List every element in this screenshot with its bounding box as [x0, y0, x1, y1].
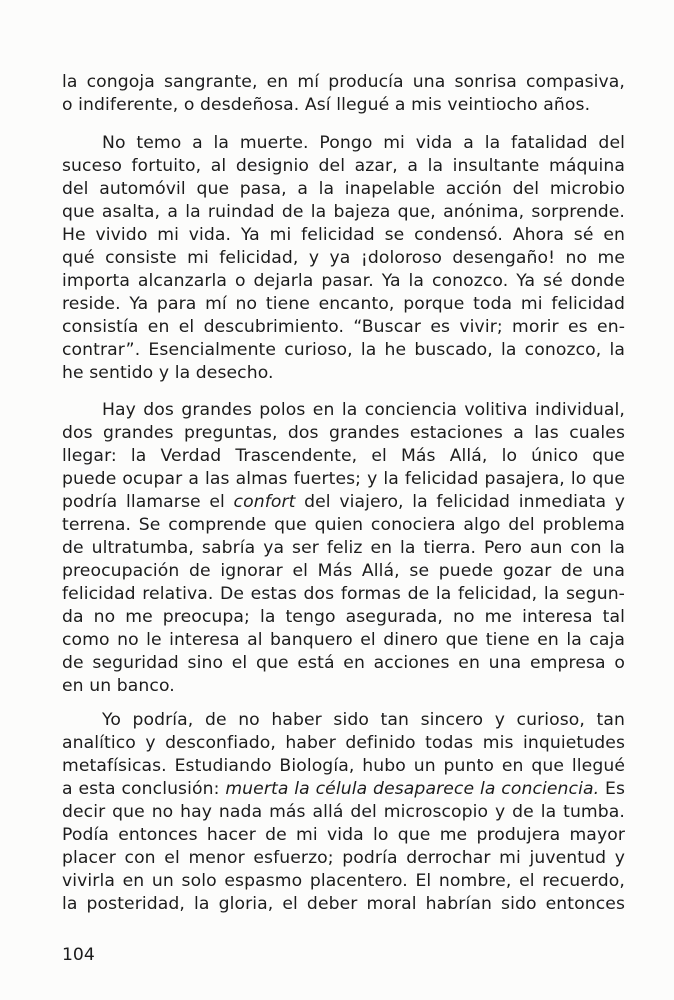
text-line — [62, 422, 625, 445]
text-segment: Es — [599, 779, 626, 799]
text-segment: felicidad relativa. De estas dos formas de la felicidad, la segun- — [62, 584, 625, 604]
text-segment: o indiferente, o desdeñosa. Así llegué a mis veintiocho años. — [62, 95, 591, 115]
text-line — [62, 316, 625, 339]
text-line — [62, 445, 625, 468]
text-line — [62, 870, 625, 893]
text-line — [62, 801, 625, 824]
text-line — [62, 247, 625, 270]
text-line — [62, 629, 625, 652]
text-segment: analítico y desconfiado, haber definido todas mis inquietudes — [62, 733, 625, 753]
text-segment: da no me preocupa; la tengo asegurada, no me interesa tal — [62, 607, 625, 627]
text-segment: decir que no hay nada más allá del microscopio y de la tumba. — [62, 802, 625, 822]
text-segment: Podía entonces hacer de mi vida lo que me produjera mayor — [62, 825, 625, 845]
text-segment: la congoja sangrante, en mí producía una sonrisa compasiva, — [62, 72, 625, 92]
text-segment: de seguridad sino el que está en acciones en una empresa o — [62, 653, 625, 673]
paragraph-3 — [62, 399, 625, 698]
text-segment: puede ocupar a las almas fuertes; y la felicidad pasajera, lo que — [62, 469, 625, 489]
text-segment: Hay dos grandes polos en la conciencia volitiva individual, — [102, 400, 625, 420]
text-segment: terrena. Se comprende que quien conociera algo del problema — [62, 515, 625, 535]
paragraph-4 — [62, 709, 625, 916]
text-segment: qué consiste mi felicidad, y ya ¡doloroso desengaño! no me — [62, 248, 625, 268]
text-segment: reside. Ya para mí no tiene encanto, porque toda mi felicidad — [62, 294, 625, 314]
text-segment: la posteridad, la gloria, el deber moral habrían sido entonces — [62, 894, 625, 914]
text-line — [62, 71, 625, 94]
text-line — [62, 224, 625, 247]
text-line — [62, 893, 625, 916]
text-line — [62, 293, 625, 316]
text-segment: He vivido mi vida. Ya mi felicidad se condensó. Ahora sé en — [62, 225, 625, 245]
text-line — [62, 270, 625, 293]
text-segment: preocupación de ignorar el Más Allá, se puede gozar de una — [62, 561, 625, 581]
text-line — [62, 652, 625, 675]
text-segment: Yo podría, de no haber sido tan sincero y curioso, tan — [102, 710, 625, 730]
text-segment: dos grandes preguntas, dos grandes estaciones a las cuales — [62, 423, 625, 443]
text-segment: llegar: la Verdad Trascendente, el Más Allá, lo único que — [62, 446, 625, 466]
text-line — [62, 709, 625, 732]
text-line — [62, 675, 625, 698]
paragraph-1 — [62, 71, 625, 117]
text-line — [62, 537, 625, 560]
text-segment: como no le interesa al banquero el dinero que tiene en la caja — [62, 630, 625, 650]
italic-text: muerta la célula desaparece la conciencia. — [225, 779, 600, 799]
text-segment: importa alcanzarla o dejarla pasar. Ya la conozco. Ya sé donde — [62, 271, 625, 291]
text-segment: del viajero, la felicidad inmediata y — [295, 492, 625, 512]
text-segment: contrar”. Esencialmente curioso, la he buscado, la conozco, la — [62, 340, 625, 360]
text-segment: a esta conclusión: — [62, 779, 226, 799]
text-segment: metafísicas. Estudiando Biología, hubo un punto en que llegué — [62, 756, 625, 776]
text-line — [62, 560, 625, 583]
text-line — [62, 178, 625, 201]
text-line — [62, 606, 625, 629]
text-line — [62, 132, 625, 155]
text-line — [62, 155, 625, 178]
text-segment: podría llamarse el — [62, 492, 234, 512]
text-line — [62, 491, 625, 514]
text-line — [62, 583, 625, 606]
text-line — [62, 847, 625, 870]
text-line — [62, 339, 625, 362]
text-line — [62, 201, 625, 224]
text-line — [62, 732, 625, 755]
text-segment: vivirla en un solo espasmo placentero. El nombre, el recuerdo, — [62, 871, 625, 891]
page-number: 104 — [62, 945, 95, 965]
text-line — [62, 94, 625, 117]
italic-text: confort — [233, 492, 296, 512]
text-segment: que asalta, a la ruindad de la bajeza que, anónima, sorprende. — [62, 202, 625, 222]
text-segment: placer con el menor esfuerzo; podría derrochar mi juventud y — [62, 848, 625, 868]
text-segment: del automóvil que pasa, a la inapelable acción del microbio — [62, 179, 625, 199]
text-line — [62, 399, 625, 422]
text-segment: consistía en el descubrimiento. “Buscar es vivir; morir es en- — [62, 317, 625, 337]
text-segment: he sentido y la desecho. — [62, 363, 274, 383]
text-line — [62, 514, 625, 537]
text-line — [62, 468, 625, 491]
text-segment: de ultratumba, sabría ya ser feliz en la tierra. Pero aun con la — [62, 538, 625, 558]
text-line — [62, 778, 625, 801]
text-line — [62, 362, 625, 385]
text-line — [62, 824, 625, 847]
paragraph-2 — [62, 132, 625, 385]
text-line — [62, 755, 625, 778]
text-segment: No temo a la muerte. Pongo mi vida a la fatalidad del — [102, 133, 625, 153]
text-segment: en un banco. — [62, 676, 175, 696]
text-segment: suceso fortuito, al designio del azar, a la insultante máquina — [62, 156, 625, 176]
